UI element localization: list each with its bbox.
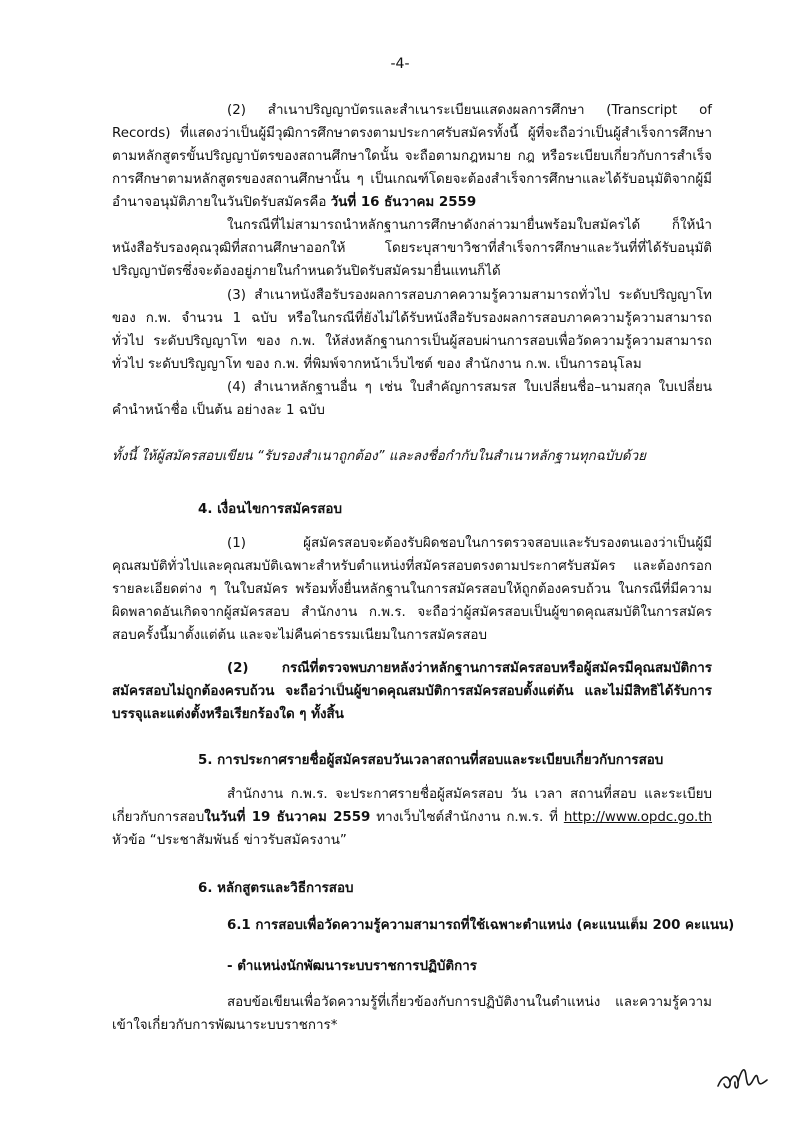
signature-initials-icon <box>714 1062 770 1096</box>
announcement-topic: หัวข้อ “ประชาสัมพันธ์ ข่าวรับสมัครงาน” <box>112 833 347 848</box>
announcement-website-text: ทางเว็บไซต์สำนักงาน ก.พ.ร. ที่ <box>370 810 564 825</box>
opdc-website-link[interactable]: http://www.opdc.go.th <box>563 810 712 825</box>
paragraph-ocsc-exam: (3) สำเนาหนังสือรับรองผลการสอบภาคความรู้ความสามารถทั่วไป ระดับปริญญาโท ของ ก.พ. จำนวน 1 ฉบับ หรือในกรณีที่ยังไม่ได้รับหนังสือรับรองผลการสอบภาคความรู้ความสามารถทั่วไป ระดับปริญญาโท ของ ก.พ. ให้ส่งหลักฐานการเป็นผู้สอบผ่านการสอบเพื่อวัดความรู้ความสามารถทั่วไป ระดับปริญญาโท ของ ก.พ. ที่พิมพ์จากหน้าเว็บไซต์ ของ สำนักงาน ก.พ. เป็นการอนุโลม <box>112 288 712 372</box>
paragraph-announcement <box>112 783 712 852</box>
paragraph-written-exam: สอบข้อเขียนเพื่อวัดความรู้ที่เกี่ยวข้องกับการปฏิบัติงานในตำแหน่ง และความรู้ความเข้าใจเกี่ยวกับการพัฒนาระบบราชการ* <box>112 995 712 1033</box>
heading-curriculum: 6. หลักสูตรและวิธีการสอบ <box>198 881 354 896</box>
paragraph-transcript <box>112 99 712 214</box>
transcript-deadline: วันที่ 16 ธันวาคม 2559 <box>330 195 477 210</box>
announcement-text: สำนักงาน ก.พ.ร. จะประกาศรายชื่อผู้สมัครสอบ วัน เวลา สถานที่สอบ และระเบียบเกี่ยวกับการสอบ <box>112 787 712 825</box>
paragraph-conditions-2: (2) กรณีที่ตรวจพบภายหลังว่าหลักฐานการสมัครสอบหรือผู้สมัครมีคุณสมบัติการสมัครสอบไม่ถูกต้องครบถ้วน จะถือว่าเป็นผู้ขาดคุณสมบัติการสมัครสอบตั้งแต่ต้น และไม่มีสิทธิได้รับการบรรจุและแต่งตั้งหรือเรียกร้องใด ๆ ทั้งสิ้น <box>112 661 712 722</box>
paragraph-conditions-1: (1) ผู้สมัครสอบจะต้องรับผิดชอบในการตรวจสอบและรับรองตนเองว่าเป็นผู้มีคุณสมบัติทั่วไปและคุณสมบัติเฉพาะสำหรับตำแหน่งที่สมัครสอบตรงตามประกาศรับสมัคร และต้องกรอกรายละเอียดต่าง ๆ ในใบสมัคร พร้อมทั้งยื่นหลักฐานในการสมัครสอบให้ถูกต้องครบถ้วน ในกรณีที่มีความผิดพลาดอันเกิดจากผู้สมัครสอบ สำนักงาน ก.พ.ร. จะถือว่าผู้สมัครสอบเป็นผู้ขาดคุณสมบัติในการสมัครสอบครั้งนี้มาตั้งแต่ต้น และจะไม่คืนค่าธรรมเนียมในการสมัครสอบ <box>112 536 712 643</box>
announcement-date: ในวันที่ 19 ธันวาคม 2559 <box>204 810 371 825</box>
heading-specific-exam: 6.1 การสอบเพื่อวัดความรู้ความสามารถที่ใช้เฉพาะตำแหน่ง (คะแนนเต็ม 200 คะแนน) <box>227 918 735 933</box>
paragraph-other-documents: (4) สำเนาหลักฐานอื่น ๆ เช่น ใบสำคัญการสมรส ใบเปลี่ยนชื่อ–นามสกุล ใบเปลี่ยนคำนำหน้าชื่อ เป็นต้น อย่างละ 1 ฉบับ <box>112 380 712 418</box>
heading-position: - ตำแหน่งนักพัฒนาระบบราชการปฏิบัติการ <box>227 959 477 974</box>
page-number: -4- <box>390 56 410 72</box>
paragraph-certificate: ในกรณีที่ไม่สามารถนำหลักฐานการศึกษาดังกล่าวมายื่นพร้อมใบสมัครได้ ก็ให้นำหนังสือรับรองคุณวุฒิที่สถานศึกษาออกให้ โดยระบุสาขาวิชาที่สำเร็จการศึกษาและวันที่ที่ได้รับอนุมัติปริญญาบัตรซึ่งจะต้องอยู่ภายในกำหนดวันปิดรับสมัครมายื่นแทนก็ได้ <box>112 218 712 279</box>
heading-conditions: 4. เงื่อนไขการสมัครสอบ <box>198 502 342 517</box>
certify-copy-note: ทั้งนี้ ให้ผู้สมัครสอบเขียน “รับรองสำเนาถูกต้อง” และลงชื่อกำกับในสำเนาหลักฐานทุกฉบับด้วย <box>112 449 646 464</box>
heading-announcement: 5. การประกาศรายชื่อผู้สมัครสอบวันเวลาสถานที่สอบและระเบียบเกี่ยวกับการสอบ <box>198 753 664 768</box>
transcript-text: (2) สำเนาปริญญาบัตรและสำเนาระเบียนแสดงผลการศึกษา (Transcript of Records) ที่แสดงว่าเป็นผู้มีวุฒิการศึกษาตรงตามประกาศรับสมัครทั้งนี้ ผู้ที่จะถือว่าเป็นผู้สำเร็จการศึกษาตามหลักสูตรขั้นปริญญาบัตรของสถานศึกษาใดนั้น จะถือตามกฎหมาย กฎ หรือระเบียบเกี่ยวกับการสำเร็จการศึกษาตามหลักสูตรของสถานศึกษานั้น ๆ เป็นเกณฑ์โดยจะต้องสำเร็จการศึกษาและได้รับอนุมัติจากผู้มีอำนาจอนุมัติภายในวันปิดรับสมัครคือ <box>112 103 712 210</box>
